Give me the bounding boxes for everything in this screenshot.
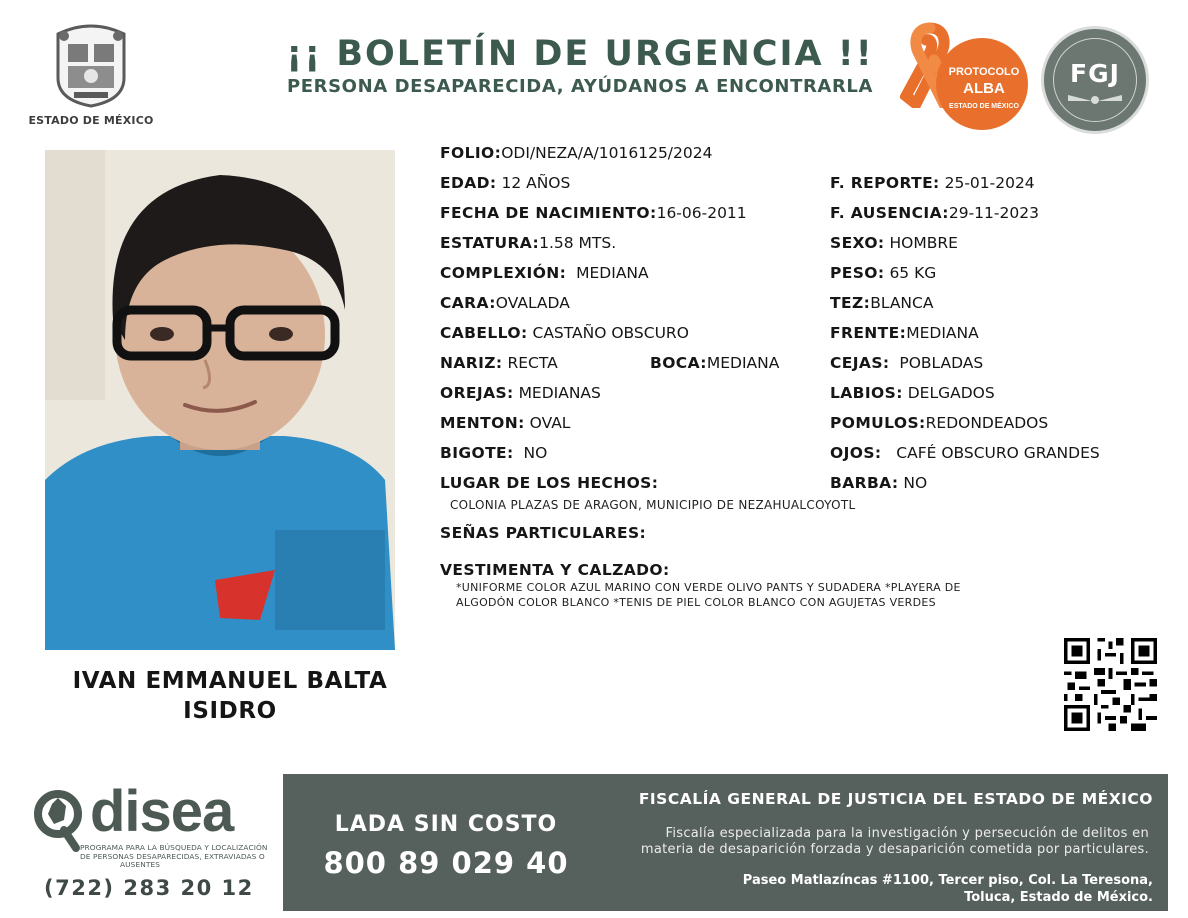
odisea-wordmark: disea xyxy=(90,779,234,844)
field-value: ODI/NEZA/A/1016125/2024 xyxy=(501,144,713,162)
field-boca xyxy=(650,354,779,372)
estado-de-mexico-emblem xyxy=(50,20,132,108)
field-barba xyxy=(830,474,927,492)
odisea-line: DE PERSONAS DESAPARECIDAS, EXTRAVIADAS O xyxy=(80,851,265,861)
field-label: VESTIMENTA Y CALZADO: xyxy=(440,561,670,579)
field-peso xyxy=(830,264,936,282)
person-name-line1: IVAN EMMANUEL BALTA xyxy=(72,668,388,694)
field-label: F. AUSENCIA: xyxy=(830,204,949,222)
field-value: RECTA xyxy=(507,354,558,372)
field-label: FRENTE: xyxy=(830,324,907,342)
odisea-line: PROGRAMA PARA LA BÚSQUEDA Y LOCALIZACIÓN xyxy=(80,843,268,852)
field-value: NO xyxy=(523,444,548,462)
odisea-line: AUSENTES xyxy=(120,860,161,869)
wings-icon xyxy=(1066,93,1124,105)
field-value: 12 AÑOS xyxy=(501,174,571,192)
field-label: NARIZ: xyxy=(440,354,503,372)
missing-person-photo xyxy=(45,150,395,650)
field-label: POMULOS: xyxy=(830,414,926,432)
field-value: 1.58 MTS. xyxy=(539,234,617,252)
field-value: MEDIANA xyxy=(906,324,979,342)
fgj-description xyxy=(605,826,1149,858)
field-f-ausencia xyxy=(830,204,1039,222)
fgj-title: FISCALÍA GENERAL DE JUSTICIA DEL ESTADO DE MÉXICO xyxy=(638,790,1153,808)
field-label: BARBA: xyxy=(830,474,899,492)
field-label: OJOS: xyxy=(830,444,882,462)
field-value: CASTAÑO OBSCURO xyxy=(532,324,689,342)
field-label: BOCA: xyxy=(650,354,707,372)
field-label: ESTATURA: xyxy=(440,234,540,252)
field-orejas xyxy=(440,384,601,402)
odisea-logo xyxy=(34,779,274,876)
field-label: LUGAR DE LOS HECHOS: xyxy=(440,474,659,492)
alba-line1: PROTOCOLO xyxy=(948,66,1020,78)
field-value: REDONDEADOS xyxy=(925,414,1049,432)
field-label: CARA: xyxy=(440,294,496,312)
lada-label: LADA SIN COSTO xyxy=(334,812,558,837)
field-fecha-nacimiento xyxy=(440,204,747,222)
field-value: 65 KG xyxy=(889,264,937,282)
field-sexo xyxy=(830,234,958,252)
state-name: ESTADO DE MÉXICO xyxy=(28,114,154,127)
field-value: MEDIANA xyxy=(706,354,780,372)
field-f-reporte xyxy=(830,174,1035,192)
field-label: PESO: xyxy=(830,264,885,282)
field-label: OREJAS: xyxy=(440,384,514,402)
field-value: 29-11-2023 xyxy=(948,204,1039,222)
field-vestimenta xyxy=(440,561,670,579)
field-label: FOLIO: xyxy=(440,144,502,162)
field-frente xyxy=(830,324,979,342)
field-label: F. REPORTE: xyxy=(830,174,940,192)
address-line: Paseo Matlazíncas #1100, Tercer piso, Col. La Teresona, xyxy=(742,873,1153,888)
field-label: BIGOTE: xyxy=(440,444,514,462)
vestimenta-line1: *UNIFORME COLOR AZUL MARINO CON VERDE OLIVO PANTS Y SUDADERA *PLAYERA DE xyxy=(456,581,961,594)
person-name xyxy=(40,666,420,726)
field-label: CEJAS: xyxy=(830,354,890,372)
field-value: 25-01-2024 xyxy=(944,174,1035,192)
field-value: OVAL xyxy=(529,414,571,432)
fgj-desc-line: Fiscalía especializada para la investigación y persecución de delitos en xyxy=(665,826,1149,841)
field-label: CABELLO: xyxy=(440,324,528,342)
bulletin-subtitle: PERSONA DESAPARECIDA, AYÚDANOS A ENCONTRARLA xyxy=(286,76,874,97)
field-bigote xyxy=(440,444,547,462)
field-labios xyxy=(830,384,995,402)
bulletin-title: ¡¡ BOLETÍN DE URGENCIA !! xyxy=(286,34,874,74)
field-cabello xyxy=(440,324,689,342)
field-label: LABIOS: xyxy=(830,384,903,402)
qr-code-icon[interactable] xyxy=(1064,638,1157,731)
lada-number[interactable]: 800 89 029 40 xyxy=(323,846,569,880)
fgj-desc-line: materia de desaparición forzada y desaparición cometida por particulares. xyxy=(640,842,1149,857)
field-label: SEXO: xyxy=(830,234,885,252)
protocolo-alba-logo xyxy=(900,22,1030,132)
field-value: CAFÉ OBSCURO GRANDES xyxy=(896,444,1100,462)
person-name-line2: ISIDRO xyxy=(183,698,277,724)
field-tez xyxy=(830,294,933,312)
field-value: MEDIANAS xyxy=(518,384,601,402)
field-complexion xyxy=(440,264,649,282)
field-value: BLANCA xyxy=(870,294,934,312)
field-value: POBLADAS xyxy=(899,354,984,372)
field-label: SEÑAS PARTICULARES: xyxy=(440,524,647,542)
field-value: DELGADOS xyxy=(907,384,995,402)
alba-line3: ESTADO DE MÉXICO xyxy=(949,103,1019,110)
field-label: EDAD: xyxy=(440,174,497,192)
field-label: TEZ: xyxy=(830,294,871,312)
field-value: NO xyxy=(903,474,928,492)
fgj-address xyxy=(605,872,1153,906)
field-value: HOMBRE xyxy=(889,234,958,252)
field-label: COMPLEXIÓN: xyxy=(440,264,567,282)
field-label: MENTON: xyxy=(440,414,525,432)
field-label: FECHA DE NACIMIENTO: xyxy=(440,204,657,222)
vestimenta-line2: ALGODÓN COLOR BLANCO *TENIS DE PIEL COLOR BLANCO CON AGUJETAS VERDES xyxy=(456,596,936,609)
fgj-seal xyxy=(1041,26,1149,134)
field-nariz xyxy=(440,354,558,372)
field-cara xyxy=(440,294,570,312)
field-value: 16-06-2011 xyxy=(656,204,747,222)
alba-line2: ALBA xyxy=(963,80,1005,97)
field-ojos xyxy=(830,444,1100,462)
field-pomulos xyxy=(830,414,1048,432)
field-senas xyxy=(440,524,646,542)
field-lugar-label xyxy=(440,474,658,492)
field-menton xyxy=(440,414,570,432)
field-lugar-value: COLONIA PLAZAS DE ARAGON, MUNICIPIO DE NEZAHUALCOYOTL xyxy=(450,498,856,512)
fgj-seal-text: FGJ xyxy=(1070,59,1120,88)
field-folio xyxy=(440,144,712,162)
field-edad xyxy=(440,174,570,192)
field-estatura xyxy=(440,234,616,252)
field-cejas xyxy=(830,354,983,372)
field-value: MEDIANA xyxy=(576,264,649,282)
field-value: OVALADA xyxy=(495,294,570,312)
odisea-description xyxy=(80,844,276,870)
address-line: Toluca, Estado de México. xyxy=(964,890,1153,905)
odisea-phone[interactable]: (722) 283 20 12 xyxy=(44,876,254,900)
